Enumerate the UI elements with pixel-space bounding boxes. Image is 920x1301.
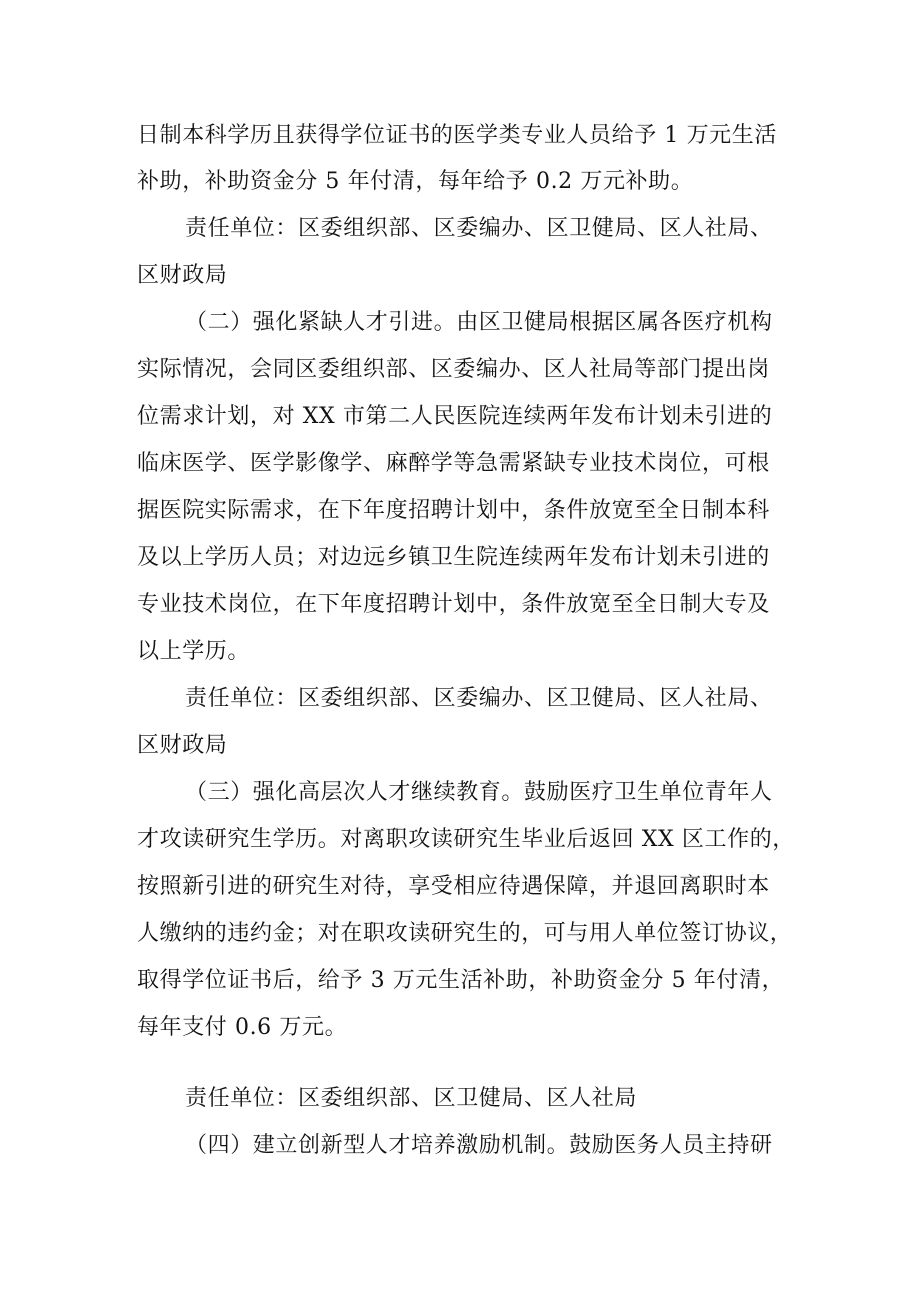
responsibility-line: 区财政局 [137,263,228,288]
text-line: 每年支付 0.6 万元。 [137,1015,348,1040]
text-line: 据医院实际需求，在下年度招聘计划中，条件放宽至全日制本科 [137,498,770,523]
section-heading-line: （四）建立创新型人才培养激励机制。鼓励医务人员主持研 [185,1133,773,1158]
responsibility-line: 责任单位：区委组织部、区委编办、区卫健局、区人社局、 [185,216,773,241]
text-line: 专业技术岗位，在下年度招聘计划中，条件放宽至全日制大专及 [137,592,770,617]
responsibility-line: 责任单位：区委组织部、区卫健局、区人社局 [185,1086,638,1111]
text-line: 人缴纳的违约金；对在职攻读研究生的，可与用人单位签订协议， [137,921,793,946]
text-line: 才攻读研究生学历。对离职攻读研究生毕业后返回 XX 区工作的， [137,827,795,852]
section-heading-line: （三）强化高层次人才继续教育。鼓励医疗卫生单位青年人 [185,780,773,805]
responsibility-line: 区财政局 [137,733,228,758]
text-line: 取得学位证书后，给予 3 万元生活补助，补助资金分 5 年付清， [137,968,785,993]
text-line: 及以上学历人员；对边远乡镇卫生院连续两年发布计划未引进的 [137,545,770,570]
text-line: 补助，补助资金分 5 年付清，每年给予 0.2 万元补助。 [137,169,694,194]
section-heading-line: （二）强化紧缺人才引进。由区卫健局根据区属各医疗机构 [185,310,773,335]
text-line: 实际情况，会同区委组织部、区委编办、区人社局等部门提出岗 [137,357,770,382]
text-line: 以上学历。 [137,639,251,664]
text-line: 临床医学、医学影像学、麻醉学等急需紧缺专业技术岗位，可根 [137,451,770,476]
text-line: 按照新引进的研究生对待，享受相应待遇保障，并退回离职时本 [137,874,770,899]
responsibility-line: 责任单位：区委组织部、区委编办、区卫健局、区人社局、 [185,686,773,711]
text-line: 位需求计划，对 XX 市第二人民医院连续两年发布计划未引进的 [137,404,773,429]
text-line: 日制本科学历且获得学位证书的医学类专业人员给予 1 万元生活 [137,123,777,148]
